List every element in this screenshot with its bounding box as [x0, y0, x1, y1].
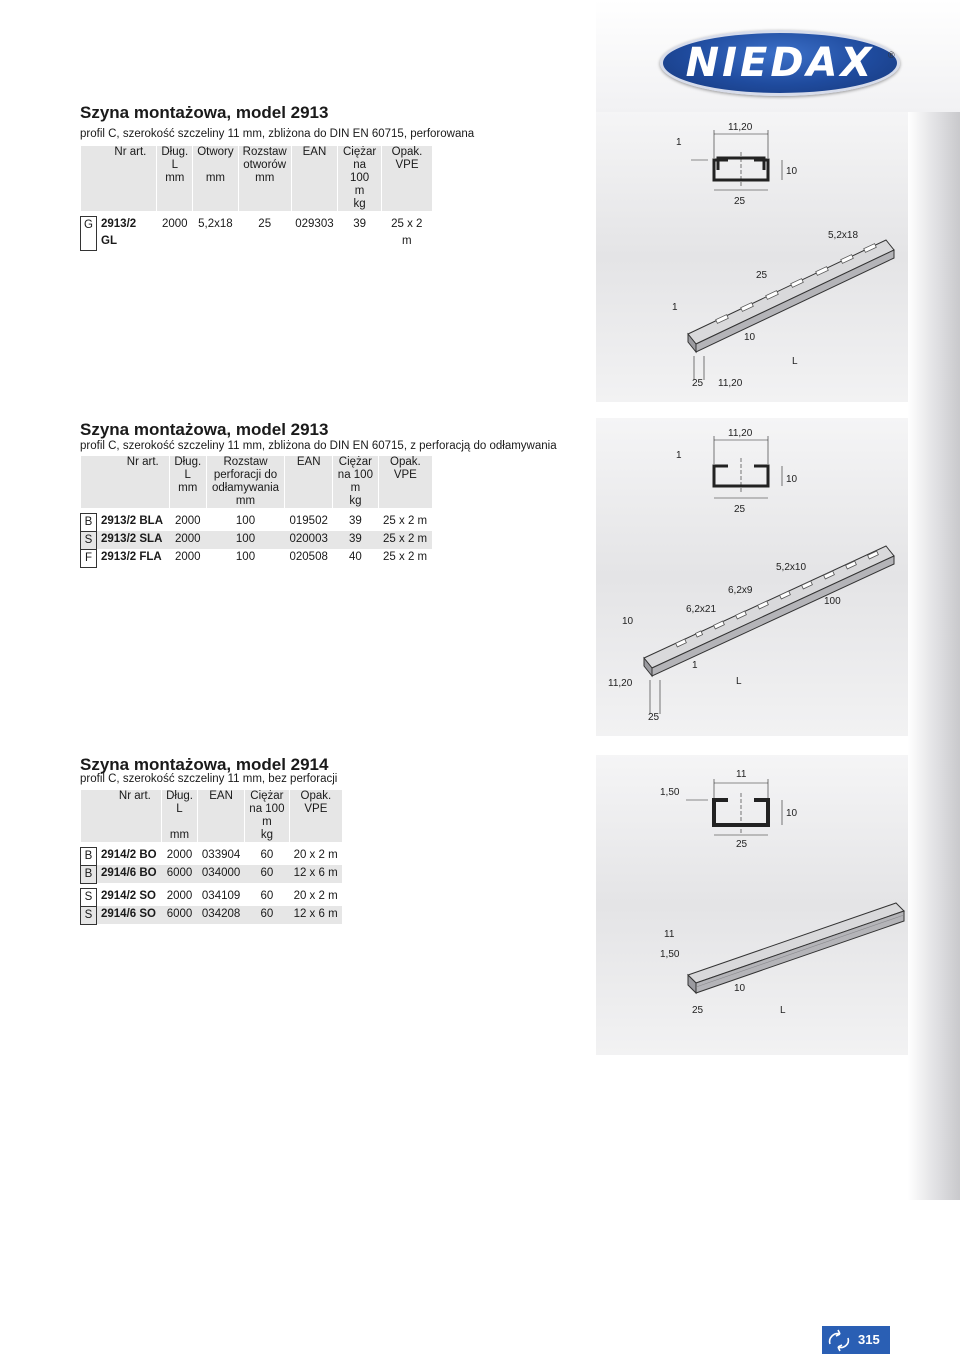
cell-ciezar: 39 [333, 513, 379, 531]
col-nr-art: Nr art. [81, 146, 157, 211]
cell-ean: 029303 [291, 216, 337, 250]
dim-pitch: 100 [824, 596, 841, 607]
col-opak: Opak. VPE [378, 456, 432, 508]
rail-drawing [596, 418, 908, 736]
dim-slot-1: 5,2x10 [776, 562, 807, 573]
col-ean: EAN [291, 146, 337, 211]
col-ciezar: Ciężar na 100 m kg [245, 790, 290, 842]
col-ean: EAN [198, 790, 245, 842]
cell-ean: 033904 [198, 847, 245, 865]
cell-rozstaw: 25 [238, 216, 291, 250]
article-number: 2913/2 SLA [97, 531, 170, 549]
cell-opak: 20 x 2 m [289, 888, 342, 906]
dim-width: 11,20 [728, 428, 753, 439]
dim-slot-3: 6,2x21 [686, 604, 717, 615]
cell-ciezar: 40 [333, 549, 379, 567]
cell-ciezar: 60 [245, 906, 290, 924]
dim-base: 25 [736, 839, 748, 850]
color-mark: G [81, 216, 97, 250]
color-mark: S [81, 531, 97, 549]
cell-dlug: 2000 [161, 888, 197, 906]
brand-logo-text: NIEDAX [685, 40, 875, 86]
dim-thickness-iso: 1 [672, 302, 678, 313]
cell-opak: 25 x 2 m [378, 549, 432, 567]
cell-ciezar: 60 [245, 888, 290, 906]
dim-base-iso: 25 [648, 712, 660, 723]
cell-opak: 25 x 2 m [378, 513, 432, 531]
dim-slot-2: 6,2x9 [728, 585, 753, 596]
cell-ciezar: 60 [245, 865, 290, 883]
col-nr-art: Nr art. [81, 456, 170, 508]
article-number: 2914/6 BO [97, 865, 162, 883]
cell-opak: 25 x 2 m [378, 531, 432, 549]
dim-height-iso: 10 [622, 616, 634, 627]
spec-table [80, 790, 342, 925]
section-subtitle: profil C, szerokość szczeliny 11 mm, zbliżona do DIN EN 60715, perforowana [80, 128, 475, 140]
color-mark: B [81, 513, 97, 531]
iso-rail [688, 240, 894, 352]
section-title: Szyna montażowa, model 2914 [80, 755, 329, 774]
dim-height: 10 [786, 808, 798, 819]
cell-rozstaw: 100 [206, 513, 285, 531]
cell-dlug: 6000 [161, 865, 197, 883]
rail-drawing [596, 755, 908, 1055]
rail-drawing [596, 112, 908, 402]
dim-base: 25 [734, 196, 746, 207]
cell-rozstaw: 100 [206, 549, 285, 567]
dim-height: 10 [786, 166, 798, 177]
section-subtitle: profil C, szerokość szczeliny 11 mm, bez perforacji [80, 773, 338, 785]
dim-length: L [780, 1005, 786, 1016]
dim-base-iso: 25 [692, 378, 704, 389]
table-row [81, 513, 433, 531]
col-opak: Opak. VPE [382, 146, 432, 211]
col-dlug: Dług. L mm [169, 456, 206, 508]
illustration-panel [596, 112, 908, 402]
brand-reg-mark: ® [888, 50, 895, 60]
iso-rail [688, 903, 904, 993]
cell-ean: 034000 [198, 865, 245, 883]
dim-thickness: 1 [676, 137, 682, 148]
dim-height-iso: 10 [744, 332, 756, 343]
cell-dlug: 6000 [161, 906, 197, 924]
dim-width: 11,20 [728, 122, 753, 133]
dim-height-iso: 10 [734, 983, 746, 994]
dim-height: 10 [786, 474, 798, 485]
dim-base-iso: 25 [692, 1005, 704, 1016]
col-nr-art: Nr art. [81, 790, 162, 842]
recycle-icon [824, 1328, 854, 1352]
table-row [81, 847, 343, 865]
section-title: Szyna montażowa, model 2913 [80, 420, 329, 439]
cell-opak: 20 x 2 m [289, 847, 342, 865]
illustration-panel [596, 755, 908, 1055]
table-row [81, 216, 433, 250]
cell-dlug: 2000 [169, 549, 206, 567]
col-rozstaw: Rozstaw perforacji do odłamywania mm [206, 456, 285, 508]
color-mark: F [81, 549, 97, 567]
cell-dlug: 2000 [161, 847, 197, 865]
col-otwory: Otwory mm [193, 146, 238, 211]
article-number: 2914/2 BO [97, 847, 162, 865]
cell-ciezar: 60 [245, 847, 290, 865]
dim-width-iso: 11 [664, 929, 675, 940]
spec-table [80, 456, 432, 568]
dim-base: 25 [734, 504, 746, 515]
article-number: 2913/2 GL [97, 216, 157, 250]
col-ciezar: Ciężar na 100 m kg [338, 146, 382, 211]
article-number: 2913/2 BLA [97, 513, 170, 531]
cell-rozstaw: 100 [206, 531, 285, 549]
table-row [81, 531, 433, 549]
table-row [81, 549, 433, 567]
col-rozstaw: Rozstaw otworów mm [238, 146, 291, 211]
color-mark: S [81, 888, 97, 906]
page-number: 315 [858, 1332, 880, 1347]
illustration-panel [596, 418, 908, 736]
table-row [81, 888, 343, 906]
cell-dlug: 2000 [169, 513, 206, 531]
cell-ean: 020003 [285, 531, 333, 549]
cell-otwory: 5,2x18 [193, 216, 238, 250]
dim-thickness: 1 [676, 450, 682, 461]
color-mark: B [81, 865, 97, 883]
cell-opak: 12 x 6 m [289, 906, 342, 924]
section-subtitle: profil C, szerokość szczeliny 11 mm, zbliżona do DIN EN 60715, z perforacją do odłamywania [80, 440, 557, 452]
side-band [908, 0, 960, 1200]
dim-width-iso: 11,20 [608, 678, 633, 689]
color-mark: S [81, 906, 97, 924]
cell-ciezar: 39 [338, 216, 382, 250]
iso-rail [644, 546, 894, 676]
cell-opak: 12 x 6 m [289, 865, 342, 883]
dim-pitch: 25 [756, 270, 768, 281]
dim-slot: 5,2x18 [828, 230, 859, 241]
dim-width-iso: 11,20 [718, 378, 743, 389]
cell-opak: 25 x 2 m [382, 216, 432, 250]
dim-thickness-iso: 1,50 [660, 949, 680, 960]
dim-thickness-iso: 1 [692, 660, 698, 671]
dim-thickness: 1,50 [660, 787, 680, 798]
table-row [81, 865, 343, 883]
col-ean: EAN [285, 456, 333, 508]
cell-ean: 019502 [285, 513, 333, 531]
article-number: 2914/6 SO [97, 906, 162, 924]
col-ciezar: Ciężar na 100 m kg [333, 456, 379, 508]
dim-width: 11 [736, 769, 747, 780]
color-mark: B [81, 847, 97, 865]
spec-table [80, 146, 432, 251]
dim-length: L [736, 676, 742, 687]
dim-length: L [792, 356, 798, 367]
cell-ean: 020508 [285, 549, 333, 567]
cell-ean: 034109 [198, 888, 245, 906]
table-row [81, 906, 343, 924]
cell-dlug: 2000 [157, 216, 193, 250]
col-dlug: Dług. L mm [161, 790, 197, 842]
cell-ciezar: 39 [333, 531, 379, 549]
cell-ean: 034208 [198, 906, 245, 924]
section-title: Szyna montażowa, model 2913 [80, 103, 329, 122]
article-number: 2914/2 SO [97, 888, 162, 906]
col-opak: Opak. VPE [289, 790, 342, 842]
col-dlug: Dług. L mm [157, 146, 193, 211]
article-number: 2913/2 FLA [97, 549, 170, 567]
cell-dlug: 2000 [169, 531, 206, 549]
